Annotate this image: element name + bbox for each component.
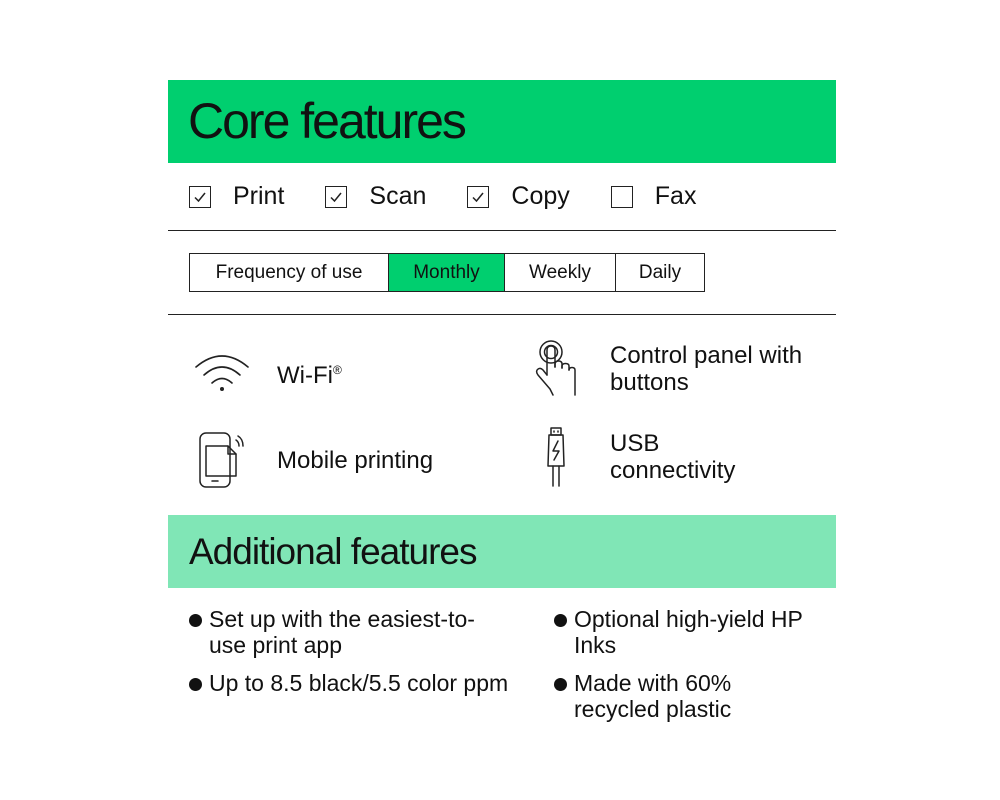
feature-label: Control panel with buttons — [610, 342, 803, 396]
function-label: Fax — [654, 182, 697, 210]
feature-label: Wi-Fi® — [277, 362, 342, 389]
list-item — [554, 670, 834, 722]
feature-label: USB connectivity — [610, 430, 736, 484]
list-item — [189, 670, 549, 696]
mobile-printing-icon — [198, 430, 248, 490]
list-item — [554, 606, 834, 658]
core-features-title: Core features — [188, 92, 465, 149]
function-fax — [611, 182, 697, 211]
feature-wifi — [192, 351, 342, 395]
list-item-text: Made with 60% recycled plastic — [574, 670, 732, 722]
wifi-icon — [192, 351, 252, 395]
frequency-of-use-scale — [189, 253, 705, 292]
frequency-option-monthly: Monthly — [389, 254, 505, 291]
function-print — [189, 182, 284, 211]
connectivity-features — [168, 315, 836, 515]
frequency-row — [168, 231, 836, 315]
list-item — [189, 606, 529, 658]
additional-features-title: Additional features — [189, 530, 477, 572]
touch-hand-icon — [532, 339, 580, 399]
function-copy — [467, 182, 569, 211]
feature-card — [168, 80, 836, 738]
feature-usb — [544, 426, 780, 488]
list-item-text: Set up with the easiest-to-use print app — [209, 606, 475, 658]
bullet-icon — [554, 614, 567, 627]
function-label: Scan — [369, 182, 427, 210]
additional-features-list — [168, 588, 836, 738]
checkbox-checked-icon — [467, 186, 489, 208]
feature-label: Mobile printing — [277, 446, 434, 474]
frequency-option-daily: Daily — [638, 261, 682, 283]
bullet-icon — [189, 614, 202, 627]
frequency-option-weekly: Weekly — [505, 254, 616, 291]
bullet-icon — [189, 678, 202, 691]
frequency-label: Frequency of use — [190, 254, 389, 291]
list-item-text: Optional high-yield HP Inks — [574, 606, 803, 658]
additional-features-header — [168, 515, 836, 588]
checkbox-checked-icon — [325, 186, 347, 208]
list-item-text: Up to 8.5 black/5.5 color ppm — [209, 670, 509, 696]
bullet-icon — [554, 678, 567, 691]
function-list — [168, 163, 836, 231]
function-label: Print — [233, 182, 285, 210]
feature-control-panel — [532, 339, 810, 399]
function-scan — [325, 182, 426, 211]
core-features-header — [168, 80, 836, 163]
usb-icon — [544, 426, 568, 488]
registered-mark: ® — [332, 363, 342, 377]
checkbox-checked-icon — [189, 186, 211, 208]
checkbox-unchecked-icon — [611, 186, 633, 208]
feature-mobile-printing — [198, 430, 433, 490]
function-label: Copy — [511, 182, 570, 210]
